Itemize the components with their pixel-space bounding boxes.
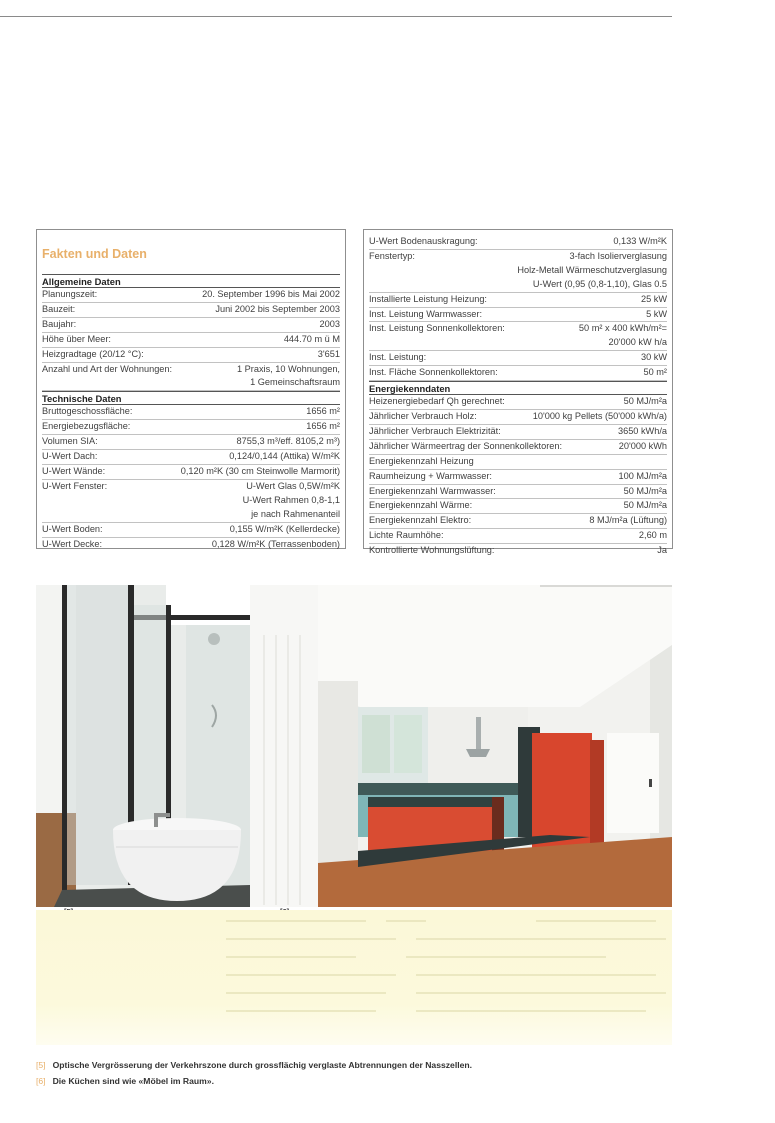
fact-row: [369, 351, 667, 366]
fact-value: [215, 303, 340, 317]
fact-row: [42, 405, 340, 420]
fact-value: [284, 333, 340, 347]
fact-value-line: 444.70 m ü M: [283, 333, 340, 344]
fact-row: [42, 363, 340, 392]
fact-value-line: 20'000 kWh: [618, 440, 667, 451]
fact-row: [369, 544, 667, 558]
fact-value: [641, 351, 667, 365]
fact-row: [369, 499, 667, 514]
fact-value-line: 0,120 m²K (30 cm Steinwolle Marmorit): [180, 465, 340, 476]
fact-value: [589, 514, 667, 528]
fact-label: Heizgradtage (20/12 °C):: [42, 348, 144, 359]
facts-sections: [42, 274, 340, 551]
fact-value-line: [664, 455, 667, 469]
section-heading-energy: Energiekenndaten: [369, 381, 667, 395]
fact-value-line: 2003: [319, 318, 340, 329]
fact-value-line: 50 MJ/m²a: [623, 396, 667, 407]
fact-value: [517, 250, 667, 292]
fact-label: Baujahr:: [42, 318, 77, 329]
fact-value-line: U-Wert (0,95 (0,8-1,10), Glas 0.5: [532, 278, 667, 289]
fact-value: [613, 235, 667, 249]
fact-row: [369, 308, 667, 323]
fact-value-line: 50 m² x 400 kWh/m²=: [578, 323, 667, 334]
fact-label: Energiekennzahl Heizung: [369, 455, 474, 466]
fact-value: [624, 499, 667, 513]
fact-row: [42, 333, 340, 348]
fact-value: [579, 322, 667, 350]
facts-title: Fakten und Daten: [42, 247, 147, 261]
fact-value-line: 3650 kWh/a: [617, 425, 667, 436]
fact-label: U-Wert Decke:: [42, 538, 103, 549]
fact-row: [42, 420, 340, 435]
fact-value-line: U-Wert Glas 0,5W/m²K: [246, 480, 340, 491]
fact-value-line: U-Wert Rahmen 0,8-1,1: [242, 494, 340, 505]
top-rule: [0, 16, 672, 17]
fact-row: [369, 529, 667, 544]
fact-label: Inst. Leistung Sonnenkollektoren:: [369, 323, 505, 334]
fact-value: [237, 363, 340, 391]
fact-value: [644, 366, 668, 380]
fact-value-line: 20. September 1996 bis Mai 2002: [202, 289, 340, 299]
section-heading: Technische Daten: [42, 391, 340, 405]
fact-label: U-Wert Dach:: [42, 451, 98, 462]
fact-row: [42, 318, 340, 333]
fact-value-line: 0,128 W/m²K (Terrassenboden): [211, 538, 340, 549]
section-heading: Allgemeine Daten: [42, 274, 340, 288]
fact-label: U-Wert Boden:: [42, 523, 103, 534]
fact-label: U-Wert Wände:: [42, 465, 106, 476]
fact-value: [641, 293, 667, 307]
fact-label: Bruttogeschossfläche:: [42, 406, 133, 417]
fact-label: Energiekennzahl Wärme:: [369, 500, 473, 511]
fact-value-line: Holz-Metall Wärmeschutzverglasung: [517, 264, 667, 275]
fact-label: Energiekennzahl Warmwasser:: [369, 485, 496, 496]
fact-row: [42, 303, 340, 318]
fact-row: [369, 514, 667, 529]
fact-label: Fenstertyp:: [369, 250, 415, 261]
fact-value-line: Juni 2002 bis September 2003: [215, 303, 340, 314]
fact-label: Installierte Leistung Heizung:: [369, 293, 487, 304]
fact-value-line: 8 MJ/m²a (Lüftung): [589, 515, 667, 526]
fact-label: Inst. Leistung:: [369, 352, 427, 363]
fact-value-line: 10'000 kg Pellets (50'000 kWh/a): [532, 410, 667, 421]
fact-label: Jährlicher Verbrauch Holz:: [369, 410, 477, 421]
fact-value-line: je nach Rahmenanteil: [251, 508, 340, 519]
facts-box-right: [363, 229, 673, 556]
fact-row: [369, 395, 667, 410]
facts-rows-top: [369, 235, 667, 381]
fact-value-line: 20'000 kW h/a: [608, 337, 667, 348]
fact-row: [42, 480, 340, 523]
fact-value-line: 1656 m²: [306, 421, 340, 432]
fact-value-line: 8755,3 m³/eff. 8105,2 m³): [236, 436, 340, 447]
fact-row: [42, 348, 340, 363]
fact-row: [369, 250, 667, 293]
photo-strip: [36, 585, 672, 907]
fact-value: [306, 420, 340, 434]
facts-box-left: [36, 229, 346, 549]
fact-value-line: 3-fach Isolierverglasung: [569, 250, 667, 261]
fact-row: [369, 485, 667, 500]
fact-label: Heizenergiebedarf Qh gerechnet:: [369, 396, 505, 407]
fact-label: Bauzeit:: [42, 303, 76, 314]
caption: [36, 1073, 676, 1089]
section-rows: [42, 405, 340, 551]
fact-value-line: 0,124/0,144 (Attika) W/m²K: [229, 451, 340, 462]
fact-label: Jährlicher Verbrauch Elektrizität:: [369, 425, 501, 436]
fact-row: [42, 288, 340, 303]
fact-row: [42, 465, 340, 480]
fact-row: [369, 425, 667, 440]
fact-value: [306, 405, 340, 419]
fact-value: [533, 410, 667, 424]
fact-value: [230, 523, 340, 537]
fact-label: Höhe über Meer:: [42, 333, 111, 344]
fact-value-line: 100 MJ/m²a: [618, 470, 667, 481]
fact-value-line: 0,133 W/m²K: [613, 236, 667, 246]
fact-row: [369, 410, 667, 425]
fact-row: [369, 440, 667, 455]
fact-label: Anzahl und Art der Wohnungen:: [42, 363, 173, 374]
fact-value: [618, 470, 667, 484]
fact-value: [619, 440, 667, 454]
captions: [36, 1057, 676, 1089]
fact-label: U-Wert Bodenauskragung:: [369, 236, 478, 246]
fact-value-line: 30 kW: [640, 352, 667, 363]
fact-label: Volumen SIA:: [42, 436, 98, 447]
fact-value: [664, 455, 667, 469]
photo-kitchen: [250, 585, 672, 907]
fact-label: Energiekennzahl Elektro:: [369, 515, 472, 526]
fact-row: [42, 538, 340, 552]
fact-value-line: 1 Praxis, 10 Wohnungen,: [236, 363, 340, 374]
fact-value: [657, 544, 667, 558]
photo-bathroom: [36, 585, 250, 907]
fact-value: [624, 395, 667, 409]
fact-value: [229, 450, 340, 464]
fact-value-line: 50 MJ/m²a: [623, 500, 667, 511]
section-rows: [42, 288, 340, 391]
bleed-through-area: [36, 910, 672, 1045]
fact-value: [181, 465, 340, 479]
caption: [36, 1057, 676, 1073]
fact-label: Lichte Raumhöhe:: [369, 530, 444, 541]
fact-value-line: 0,155 W/m²K (Kellerdecke): [229, 523, 340, 534]
caption-number: [5]: [36, 1060, 46, 1070]
facts-rows-energy: [369, 395, 667, 558]
fact-row: [369, 293, 667, 308]
fact-label: Inst. Fläche Sonnenkollektoren:: [369, 367, 498, 378]
fact-value: [237, 435, 341, 449]
fact-row: [369, 322, 667, 351]
fact-label: Inst. Leistung Warmwasser:: [369, 308, 483, 319]
fact-row: [369, 366, 667, 381]
fact-value: [320, 318, 340, 332]
fact-row: [42, 450, 340, 465]
fact-label: U-Wert Fenster:: [42, 480, 108, 491]
fact-label: Raumheizung + Warmwasser:: [369, 470, 492, 481]
fact-value-line: Ja: [657, 545, 667, 556]
fact-value: [212, 538, 340, 552]
fact-value-line: 3'651: [317, 348, 340, 359]
fact-value: [243, 480, 340, 522]
fact-label: Planungszeit:: [42, 289, 98, 299]
fact-label: Energiebezugsfläche:: [42, 421, 131, 432]
fact-label: Jährlicher Wärmeertrag der Sonnenkollektoren:: [369, 440, 563, 451]
fact-label: Kontrollierte Wohnungslüftung:: [369, 545, 495, 556]
caption-text: Die Küchen sind wie «Möbel im Raum».: [52, 1076, 214, 1086]
fact-row: [369, 470, 667, 485]
fact-value-line: 1 Gemeinschaftsraum: [250, 377, 340, 388]
fact-row: [42, 523, 340, 538]
fact-value-line: 25 kW: [640, 293, 667, 304]
fact-value: [639, 529, 667, 543]
fact-value: [318, 348, 340, 362]
bathroom-illustration: [36, 585, 250, 907]
caption-number: [6]: [36, 1076, 46, 1086]
fact-value: [624, 485, 667, 499]
fact-value-line: 50 MJ/m²a: [623, 485, 667, 496]
kitchen-illustration: [250, 585, 672, 907]
fact-row: [369, 455, 667, 470]
caption-text: Optische Vergrösserung der Verkehrszone durch grossflächig verglaste Abtrennungen der Nasszellen.: [52, 1060, 473, 1070]
fact-value-line: 1656 m²: [306, 406, 340, 417]
fact-row: [42, 435, 340, 450]
fact-value-line: 50 m²: [643, 367, 667, 378]
fact-value-line: 2,60 m: [638, 530, 667, 541]
fact-row: [369, 235, 667, 250]
fact-value: [646, 308, 667, 322]
fact-value: [618, 425, 667, 439]
fact-value: [202, 288, 340, 302]
fact-value-line: 5 kW: [646, 308, 667, 319]
